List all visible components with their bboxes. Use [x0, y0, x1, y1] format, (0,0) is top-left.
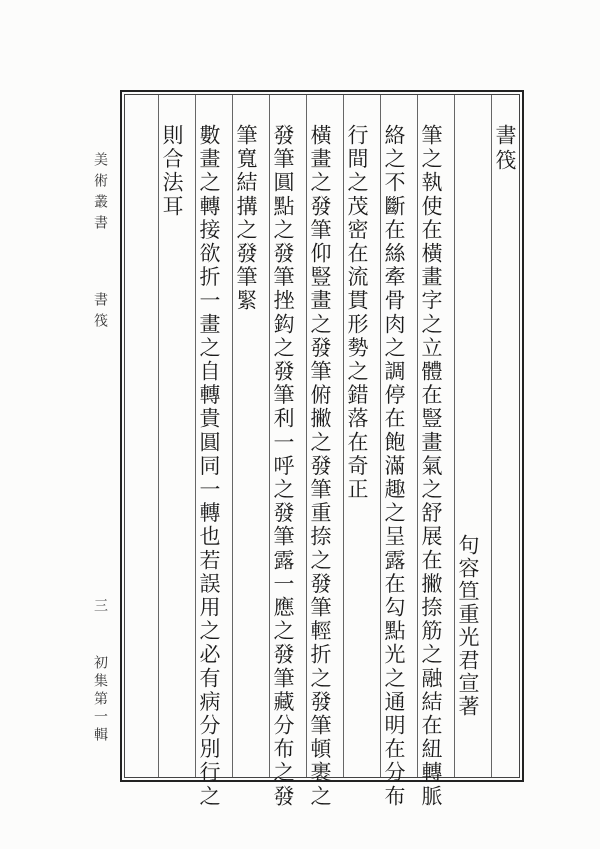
text-column-1: 筆之執使在橫畫字之立體在豎畫氣之舒展在撇捺筋之融結在紐轉脈 — [419, 124, 443, 809]
column-rule — [417, 95, 418, 777]
column-rule — [491, 95, 492, 777]
column-rule — [158, 95, 159, 777]
column-rule — [380, 95, 381, 777]
author-line: 句容笪重光君宣著 — [456, 534, 480, 718]
collection-label: 初集第一輯 — [92, 655, 108, 745]
text-column-8: 則合法耳 — [160, 124, 184, 219]
text-column-4: 橫畫之發筆仰豎畫之發筆俯撇之發筆重捺之發筆輕折之發筆頓裹之 — [308, 124, 332, 809]
column-rule — [232, 95, 233, 777]
text-column-3: 行間之茂密在流貫形勢之錯落在奇正 — [345, 124, 369, 502]
document-title: 書筏 — [493, 124, 517, 174]
column-rule — [343, 95, 344, 777]
column-rule — [454, 95, 455, 777]
column-rule — [269, 95, 270, 777]
text-column-6: 筆寬結搆之發筆緊 — [234, 124, 258, 313]
text-column-2: 絡之不斷在絲牽骨肉之調停在飽滿趣之呈露在勾點光之通明在分布 — [382, 124, 406, 809]
text-column-7: 數畫之轉接欲折一畫之自轉貴圓同一轉也若誤用之必有病分別行之 — [197, 124, 221, 809]
book-title-margin: 書筏 — [92, 292, 108, 334]
text-column-5: 發筆圓點之發筆挫鈎之發筆利一呼之發筆露一應之發筆藏分布之發 — [271, 124, 295, 809]
column-rule — [306, 95, 307, 777]
page-number: 三 — [92, 598, 108, 619]
series-title: 美術叢書 — [92, 152, 108, 236]
column-rule — [195, 95, 196, 777]
